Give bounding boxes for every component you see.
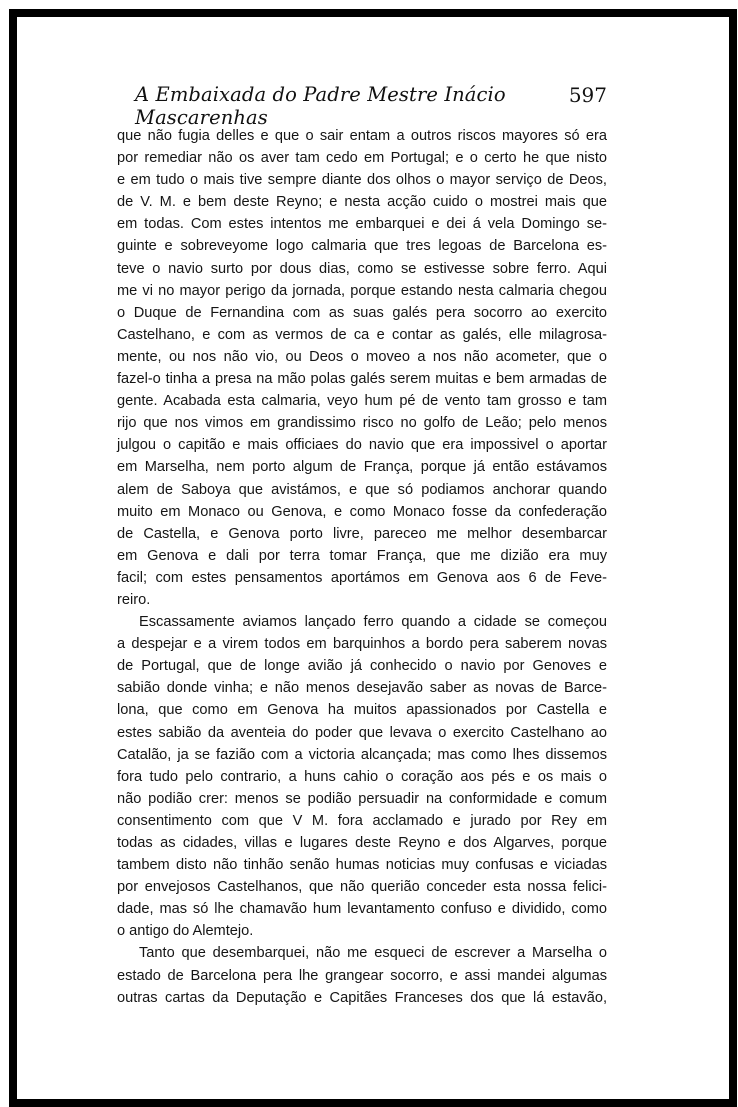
running-title: A Embaixada do Padre Mestre Inácio Mascarenhas [135,83,506,129]
text-line: em Marselha, nem porto algum de França, porque já então estávamos [117,459,607,476]
text-line: facil; com estes pensamentos aportámos em Genova aos 6 de Feve- [117,569,607,586]
text-line: em todas. Com estes intentos me embarquei e dei á vela Domingo se- [117,216,607,233]
body-text [117,125,607,1009]
text-line: tambem disto não tinhão senão humas noticias muy confusas e viciadas [117,857,607,874]
text-line: sabião donde vinha; e não menos desejavão saber as novas de Barce- [117,680,607,697]
text-line: rijo que nos vimos em grandissimo risco no golfo de Leão; pelo menos [117,415,607,432]
text-line: de V. M. e bem deste Reyno; e nesta acção cuido o mostrei mais que [117,194,607,211]
text-line: todas as cidades, villas e lugares deste Reyno e dos Algarves, porque [117,835,607,851]
text-line: me vi no mayor perigo da jornada, porque estando nesta calmaria chegou [117,282,607,299]
text-line: o Duque de Fernandina com as suas galés pera socorro ao exercito [117,304,607,321]
text-line: por remediar não os aver tam cedo em Portugal; e o certo he que nisto [117,150,607,167]
page-number: 597 [568,83,607,107]
text-line: dade, mas só lhe chamavão hum levantamento confuso e dividido, como [117,901,607,918]
text-line: Escassamente aviamos lançado ferro quando a cidade se começou [139,614,607,631]
text-line: outras cartas da Deputação e Capitães Franceses dos que lá estavão, [117,989,607,1006]
text-line: em Genova e dali por terra tomar França, que me dizião era muy [117,547,607,564]
text-line: lona, que como em Genova ha muitos apassionados por Castella e [117,702,607,719]
text-line: guinte e sobreveyome logo calmaria que tres legoas de Barcelona es- [117,238,607,255]
text-line: a despejar e a virem todos em barquinhos a bordo pera saberem novas [117,636,607,653]
text-line: que não fugia delles e que o sair entam a outros riscos mayores só era [117,128,607,144]
text-line: teve o navio surto por dous dias, como se estivesse sobre ferro. Aqui [117,260,607,277]
text-line: por envejosos Castelhanos, que não querião conceder esta nossa felici- [117,879,607,896]
text-line: julgou o capitão e mais officiaes do navio que era impossivel o aportar [117,437,607,454]
text-line: reiro. [117,591,151,608]
text-line: estado de Barcelona pera lhe grangear socorro, e assi mandei algumas [117,967,607,984]
text-line: consentimento com que V M. fora acclamado e jurado por Rey em [117,812,607,829]
text-line: alem de Saboya que avistámos, e que só podiamos anchorar quando [117,481,607,498]
text-line: o antigo do Alemtejo. [117,923,254,940]
text-line: Catalão, ja se fazião com a victoria alcançada; mas como lhes dissemos [117,746,607,763]
text-line: mente, ou nos não vio, ou Deos o moveo a nos não acometer, que o [117,348,607,365]
text-line: e em tudo o mais tive sempre diante dos olhos o mayor serviço de Deos, [117,172,607,189]
text-line: fora tudo pelo contrario, a huns cahio o coração aos pés e os mais o [117,768,607,785]
text-line: de Portugal, que de longe avião já conhecido o navio por Genoves e [117,658,607,675]
text-line: fazel-o tinha a presa na mão polas galés serem muitas e bem armadas de [117,371,607,388]
running-header [117,81,607,129]
text-line: Tanto que desembarquei, não me esqueci de escrever a Marselha o [139,945,607,962]
text-line: de Castella, e Genova porto livre, pareceo me melhor desembarcar [117,525,607,542]
scanned-page [9,9,737,1107]
text-line: não podião crer: menos se podião persuadir na conformidade e comum [117,790,607,807]
text-line: gente. Acabada esta calmaria, veyo hum pé de vento tam grosso e tam [117,393,607,410]
text-line: Castelhano, e com as vermos de ca e contar as galés, elle milagrosa- [117,326,607,343]
text-line: estes sabião da aventeia do poder que levava o exercito Castelhano ao [117,724,607,741]
text-line: muito em Monaco ou Genova, e como Monaco fosse da confederação [117,503,607,520]
